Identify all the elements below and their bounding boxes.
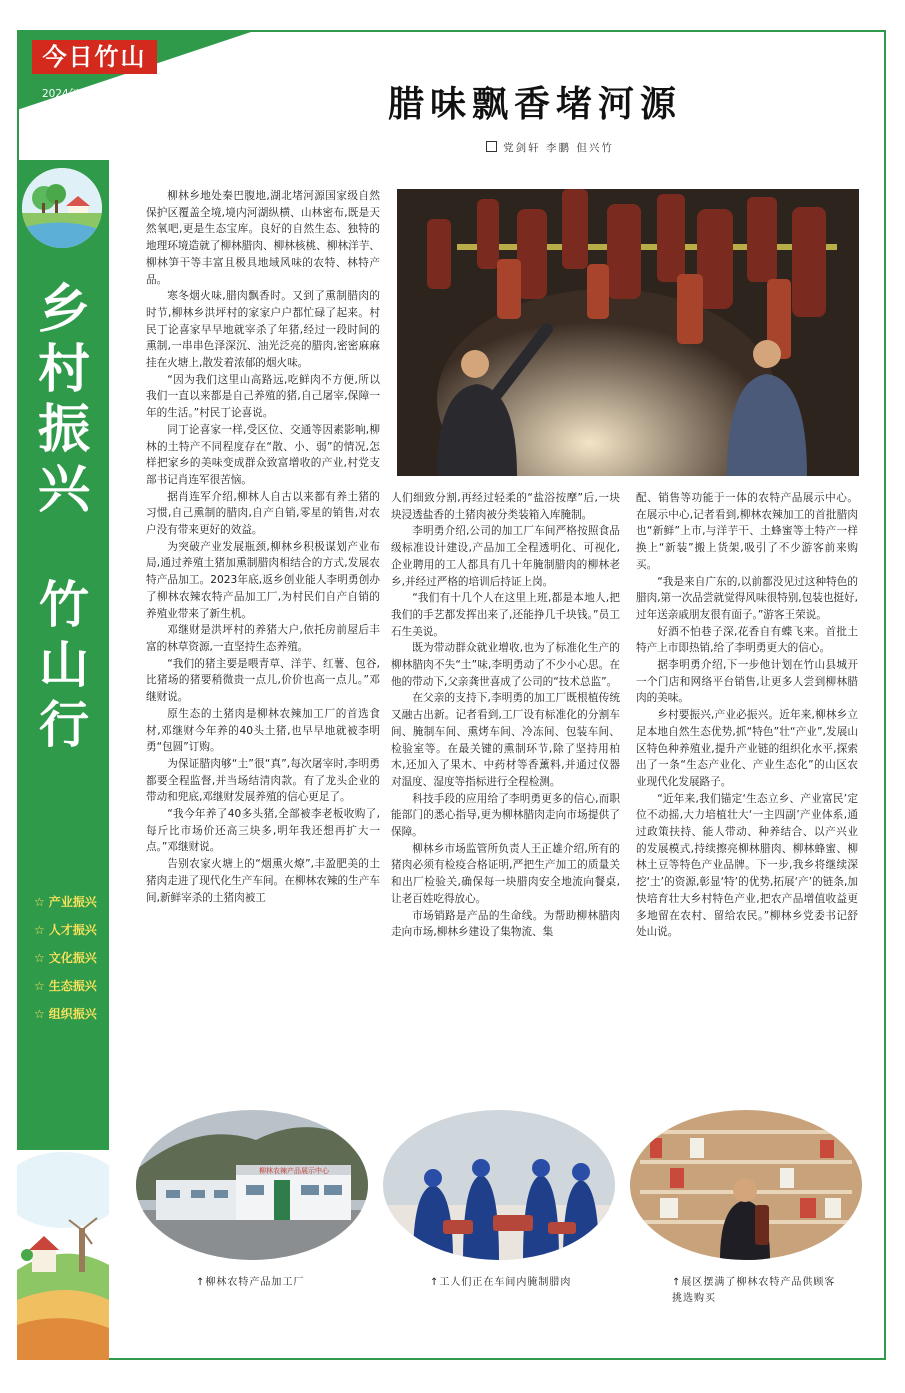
star-icon: ☆ [34, 923, 45, 937]
article-headline: 腊味飘香堵河源 [387, 83, 682, 125]
paragraph: 同丁论喜家一样,受区位、交通等因素影响,柳林的土特产不同程度存在“散、小、弱”的情况,怎样把家乡的美味变成群众致富增收的产业,村党支部书记肖连军很苦恼。 [146, 423, 380, 486]
paragraph: “我今年养了40多头猪,全部被李老板收购了,每斤比市场价还高三块多,明年我还想再扩大一点。”邓继财说。 [146, 808, 380, 854]
photo-workers [383, 1110, 615, 1260]
paragraph: “近年来,我们锚定‘生态立乡、产业富民’定位不动摇,大力培植壮大‘一主四副’产业体系,通过政策扶持、能人带动、种养结合、以产兴业的发展模式,持续擦亮柳林腊肉、柳林蜂蜜、柳林土豆等特色产业品牌。下一步,我乡将继续深挖‘土’的资源,彰显‘特’的优势,拓展‘产’的链条,加快培育壮大乡村特色产业,把农产品增值收益更多地留在农村、留给农民。”柳林乡党委书记舒处山说。 [636, 792, 858, 939]
main-photo-cured-meat [397, 189, 859, 476]
paragraph: 据李明勇介绍,下一步他计划在竹山县城开一个门店和网络平台销售,让更多人尝到柳林腊肉的美味。 [636, 659, 858, 705]
paragraph: 据肖连军介绍,柳林人自古以来都有养土猪的习惯,自己熏制的腊肉,自产自销,零星的销售,对农户没有带来更好的效益。 [146, 490, 380, 537]
factory-sign: 柳林农辣产品展示中心 [259, 1167, 329, 1175]
article-column-2 [391, 490, 620, 1050]
paragraph: 原生态的土猪肉是柳林农辣加工厂的首选食材,邓继财今年养的40头土猪,也早早地就被李明勇“包圆”订购。 [146, 707, 380, 754]
paragraph: 为突破产业发展瓶颈,柳林乡积极谋划产业布局,通过养殖土猪加熏制腊肉相结合的方式,发展农特产品加工。2023年底,返乡创业能人李明勇创办了柳林农辣农特产品加工厂,为村民们自产自销的养殖业带来了新生机。 [146, 540, 380, 620]
masthead-logo: 今日竹山 [32, 40, 157, 74]
tag-item: ☆ 人才振兴 [34, 923, 97, 937]
paragraph: 告别农家火塘上的“烟熏火燎”,丰盈肥美的土猪肉走进了现代化生产车间。在柳林农辣的生产车间,新鲜宰杀的土猪肉被工 [146, 858, 380, 904]
tag-item: ☆ 产业振兴 [34, 895, 97, 909]
countryside-icon [22, 168, 102, 248]
farm-illustration [17, 1150, 109, 1360]
editor-credit: 责任编辑:张 媛 [42, 104, 112, 116]
star-icon: ☆ [34, 895, 45, 909]
article-byline: 党剑轩 李鹏 但兴竹 [440, 140, 660, 155]
star-icon: ☆ [34, 1007, 45, 1021]
paragraph: 好酒不怕巷子深,花香自有蝶飞来。首批土特产上市即热销,给了李明勇更大的信心。 [636, 625, 858, 655]
paragraph: 配、销售等功能于一体的农特产品展示中心。在展示中心,记者看到,柳林农辣加工的首批腊肉也“新鲜”上市,与洋芋干、土蜂蜜等土特产一样换上“新装”搬上货架,吸引了不少游客前来购买。 [636, 492, 858, 571]
star-icon: ☆ [34, 979, 45, 993]
tag-item: ☆ 文化振兴 [34, 951, 97, 965]
paragraph: “我是来自广东的,以前都没见过这种特色的腊肉,第一次品尝就觉得风味很特别,包装也挺好,过年送亲戚朋友很有面子。”游客王荣说。 [636, 575, 858, 621]
photo-showroom [630, 1110, 862, 1260]
paragraph: 为保证腊肉够“土”很“真”,每次屠宰时,李明勇都要全程监督,并当场结清肉款。有了龙头企业的带动和兜底,邓继财发展养殖的信心更足了。 [146, 757, 380, 804]
article-column-3 [636, 490, 858, 1050]
tag-item: ☆ 组织振兴 [34, 1007, 97, 1021]
section-title-rural-revitalization: 乡村振兴 [37, 279, 90, 520]
paragraph: 人们细致分割,再经过轻柔的“盐浴按摩”后,一块块浸透盐香的土猪肉被分类装箱入库腌制。 [391, 492, 620, 521]
section-subtitle-zhushan: 竹山行 [39, 575, 89, 754]
paragraph: 寒冬烟火味,腊肉飘香时。又到了熏制腊肉的时节,柳林乡洪坪村的家家户户都忙碌了起来。村民丁论喜家早早地就宰杀了年猪,经过一段时间的熏制,一串串色泽深沉、油光泛亮的腊肉,密密麻麻挂在火塘上,散发着浓郁的烟火味。 [146, 290, 380, 370]
paragraph: 柳林乡市场监管所负责人王正雄介绍,所有的猪肉必须有检疫合格证明,严把生产加工的质量关和出厂检验关,确保每一块腊肉安全地流向餐桌,让老百姓吃得放心。 [391, 842, 620, 905]
paragraph: 在父亲的支持下,李明勇的加工厂既根植传统又融古出新。记者看到,工厂设有标准化的分割车间、腌制车间、熏烤车间、冷冻间、包装车间、检验室等。在最关键的熏制环节,除了坚持用柏木,还加入了果木、中药材等香薰料,并通过仪器对温度、湿度等指标进行全程检测。 [391, 692, 620, 788]
photo-factory [136, 1110, 368, 1260]
paragraph: “我们的猪主要是喂青草、洋芋、红薯、包谷,比猪场的猪要稍微贵一点儿,价价也高一点儿。”邓继财说。 [146, 657, 380, 704]
caption-showroom: ↑展区摆满了柳林农特产品供顾客挑选购买 [672, 1277, 836, 1304]
revitalization-tags [34, 888, 110, 1028]
star-icon: ☆ [34, 951, 45, 965]
issue-date: 2024年1月12日 星期五 [42, 88, 156, 100]
caption-factory: ↑柳林农特产品加工厂 [196, 1277, 305, 1288]
tag-item: ☆ 生态振兴 [34, 979, 97, 993]
square-icon [486, 141, 497, 152]
paragraph: “因为我们这里山高路远,吃鲜肉不方便,所以我们一直以来都是自己养殖的猪,自己屠宰,保障一年的生活。”村民丁论喜说。 [146, 373, 380, 420]
paragraph: 柳林乡地处秦巴腹地,湖北堵河源国家级自然保护区覆盖全境,境内河湖纵横、山林密布,既是天然氧吧,更是生态宝库。良好的自然生态、独特的地理环境造就了柳林腊肉、柳林核桃、柳林洋芋、柳林笋干等丰富且极具地域风味的农特、林特产品。 [146, 190, 380, 286]
article-column-1 [146, 188, 380, 1050]
paragraph: 邓继财是洪坪村的养猪大户,依托房前屋后丰富的林草资源,一直坚持生态养殖。 [146, 624, 380, 653]
paragraph: 乡村要振兴,产业必振兴。近年来,柳林乡立足本地自然生态优势,抓“特色”壮“产业”,发展山区特色种养殖业,提升产业链的组织化水平,探索出了一条“生态产业化、产业生态化”的山区农业现代化发展路子。 [636, 709, 858, 788]
paragraph: 市场销路是产品的生命线。为帮助柳林腊肉走向市场,柳林乡建设了集物流、集 [391, 909, 620, 939]
dateline [42, 86, 155, 118]
paragraph: 既为带动群众就业增收,也为了标准化生产的柳林腊肉不失“土”味,李明勇动了不少小心思。在他的带动下,父亲龚世喜成了公司的“技术总监”。 [391, 642, 620, 688]
paragraph: “我们有十几个人在这里上班,都是本地人,把我们的手艺都发挥出来了,还能挣几千块钱。”员工石生美说。 [391, 592, 620, 638]
paragraph: 科技手段的应用给了李明勇更多的信心,而职能部门的悉心指导,更为柳林腊肉走向市场提供了保障。 [391, 792, 620, 839]
paragraph: 李明勇介绍,公司的加工厂车间严格按照食品级标准设计建设,产品加工全程透明化、可视化,企业聘用的工人都具有几十年腌制腊肉的柳林老乡,并经过严格的培训后持证上岗。 [391, 525, 620, 588]
caption-workers: ↑工人们正在车间内腌制腊肉 [430, 1277, 572, 1288]
